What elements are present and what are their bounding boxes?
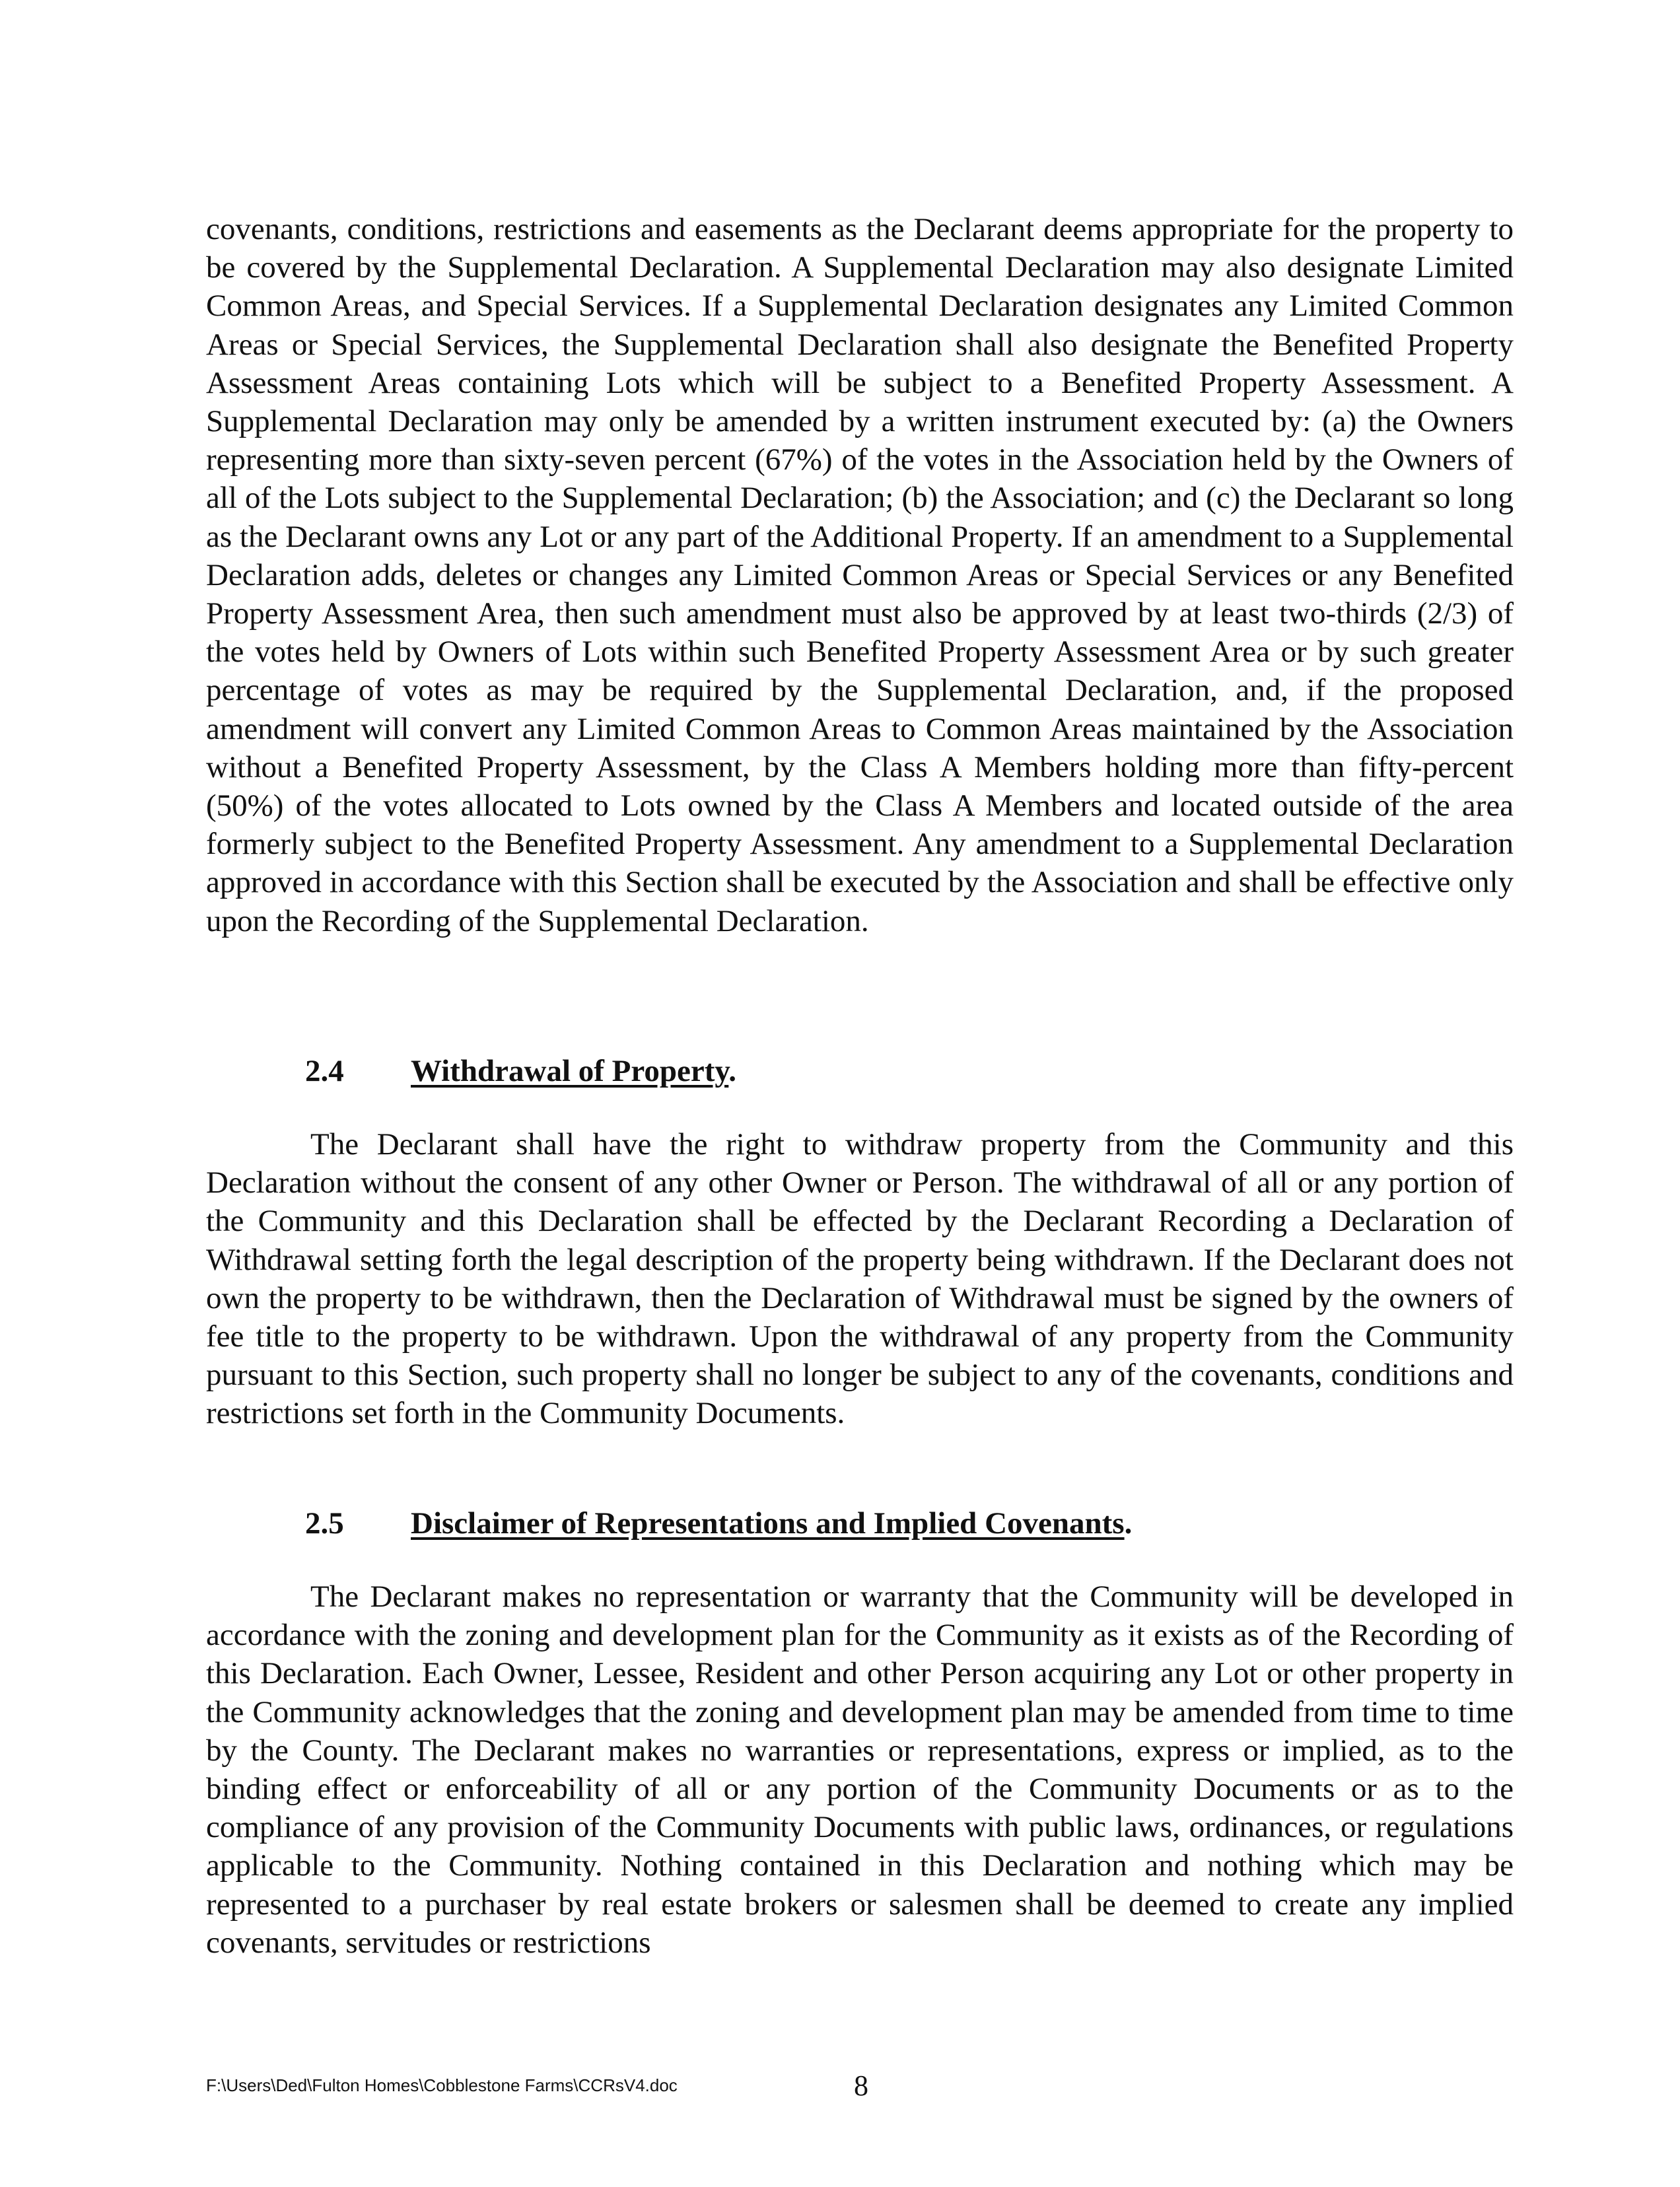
section-title-punctuation: .	[1124, 1506, 1133, 1541]
section-title-punctuation: .	[728, 1054, 737, 1088]
section-title: Withdrawal of Property	[411, 1054, 729, 1088]
paragraph-supplemental-declaration: covenants, conditions, restrictions and easements as the Declarant deems appropriate for the property to be covered by the Supplemental Declaration. A Supplemental Declaration may also designate Limited Common Areas, and Special Services. If a Supplemental Declaration designates any Limited Common Areas or Special Services, the Supplemental Declaration shall also designate the Benefited Property Assessment Areas containing Lots which will be subject to a Benefited Property Assessment. A Supplemental Declaration may only be amended by a written instrument executed by: (a) the Owners representing more than sixty-seven percent (67%) of the votes in the Association held by the Owners of all of the Lots subject to the Supplemental Declaration; (b) the Association; and (c) the Declarant so long as the Declarant owns any Lot or any part of the Additional Property. If an amendment to a Supplemental Declaration adds, deletes or changes any Limited Common Areas or Special Services or any Benefited Property Assessment Area, then such amendment must also be approved by at least two-thirds (2/3) of the votes held by Owners of Lots within such Benefited Property Assessment Area or by such greater percentage of votes as may be required by the Supplemental Declaration, and, if the proposed amendment will convert any Limited Common Areas to Common Areas maintained by the Association without a Benefited Property Assessment, by the Class A Members holding more than fifty-percent (50%) of the votes allocated to Lots owned by the Class A Members and located outside of the area formerly subject to the Benefited Property Assessment. Any amendment to a Supplemental Declaration approved in accordance with this Section shall be executed by the Association and shall be effective only upon the Recording of the Supplemental Declaration.	[206, 212, 1514, 938]
footer-file-path: F:\Users\Ded\Fulton Homes\Cobblestone Farms\CCRsV4.doc	[206, 2075, 678, 2095]
section-heading-2-4	[305, 1052, 736, 1090]
section-number: 2.4	[305, 1054, 344, 1088]
paragraph-withdrawal-of-property: The Declarant shall have the right to withdraw property from the Community and this Declaration without the consent of any other Owner or Person. The withdrawal of all or any portion of the Community and this Declaration shall be effected by the Declarant Recording a Declaration of Withdrawal setting forth the legal description of the property being withdrawn. If the Declarant does not own the property to be withdrawn, then the Declaration of Withdrawal must be signed by the owners of fee title to the property to be withdrawn. Upon the withdrawal of any property from the Community pursuant to this Section, such property shall no longer be subject to any of the covenants, conditions and restrictions set forth in the Community Documents.	[206, 1127, 1514, 1431]
page-number: 8	[854, 2069, 868, 2102]
section-number: 2.5	[305, 1506, 344, 1541]
section-heading-2-5	[305, 1504, 1132, 1543]
section-title: Disclaimer of Representations and Implied Covenants	[411, 1506, 1125, 1541]
paragraph-disclaimer: The Declarant makes no representation or warranty that the Community will be developed in accordance with the zoning and development plan for the Community as it exists as of the Recording of this Declaration. Each Owner, Lessee, Resident and other Person acquiring any Lot or other property in the Community acknowledges that the zoning and development plan may be amended from time to time by the County. The Declarant makes no warranties or representations, express or implied, as to the binding effect or enforceability of all or any portion of the Community Documents or as to the compliance of any provision of the Community Documents with public laws, ordinances, or regulations applicable to the Community. Nothing contained in this Declaration and nothing which may be represented to a purchaser by real estate brokers or salesmen shall be deemed to create any implied covenants, servitudes or restrictions	[206, 1580, 1514, 1960]
